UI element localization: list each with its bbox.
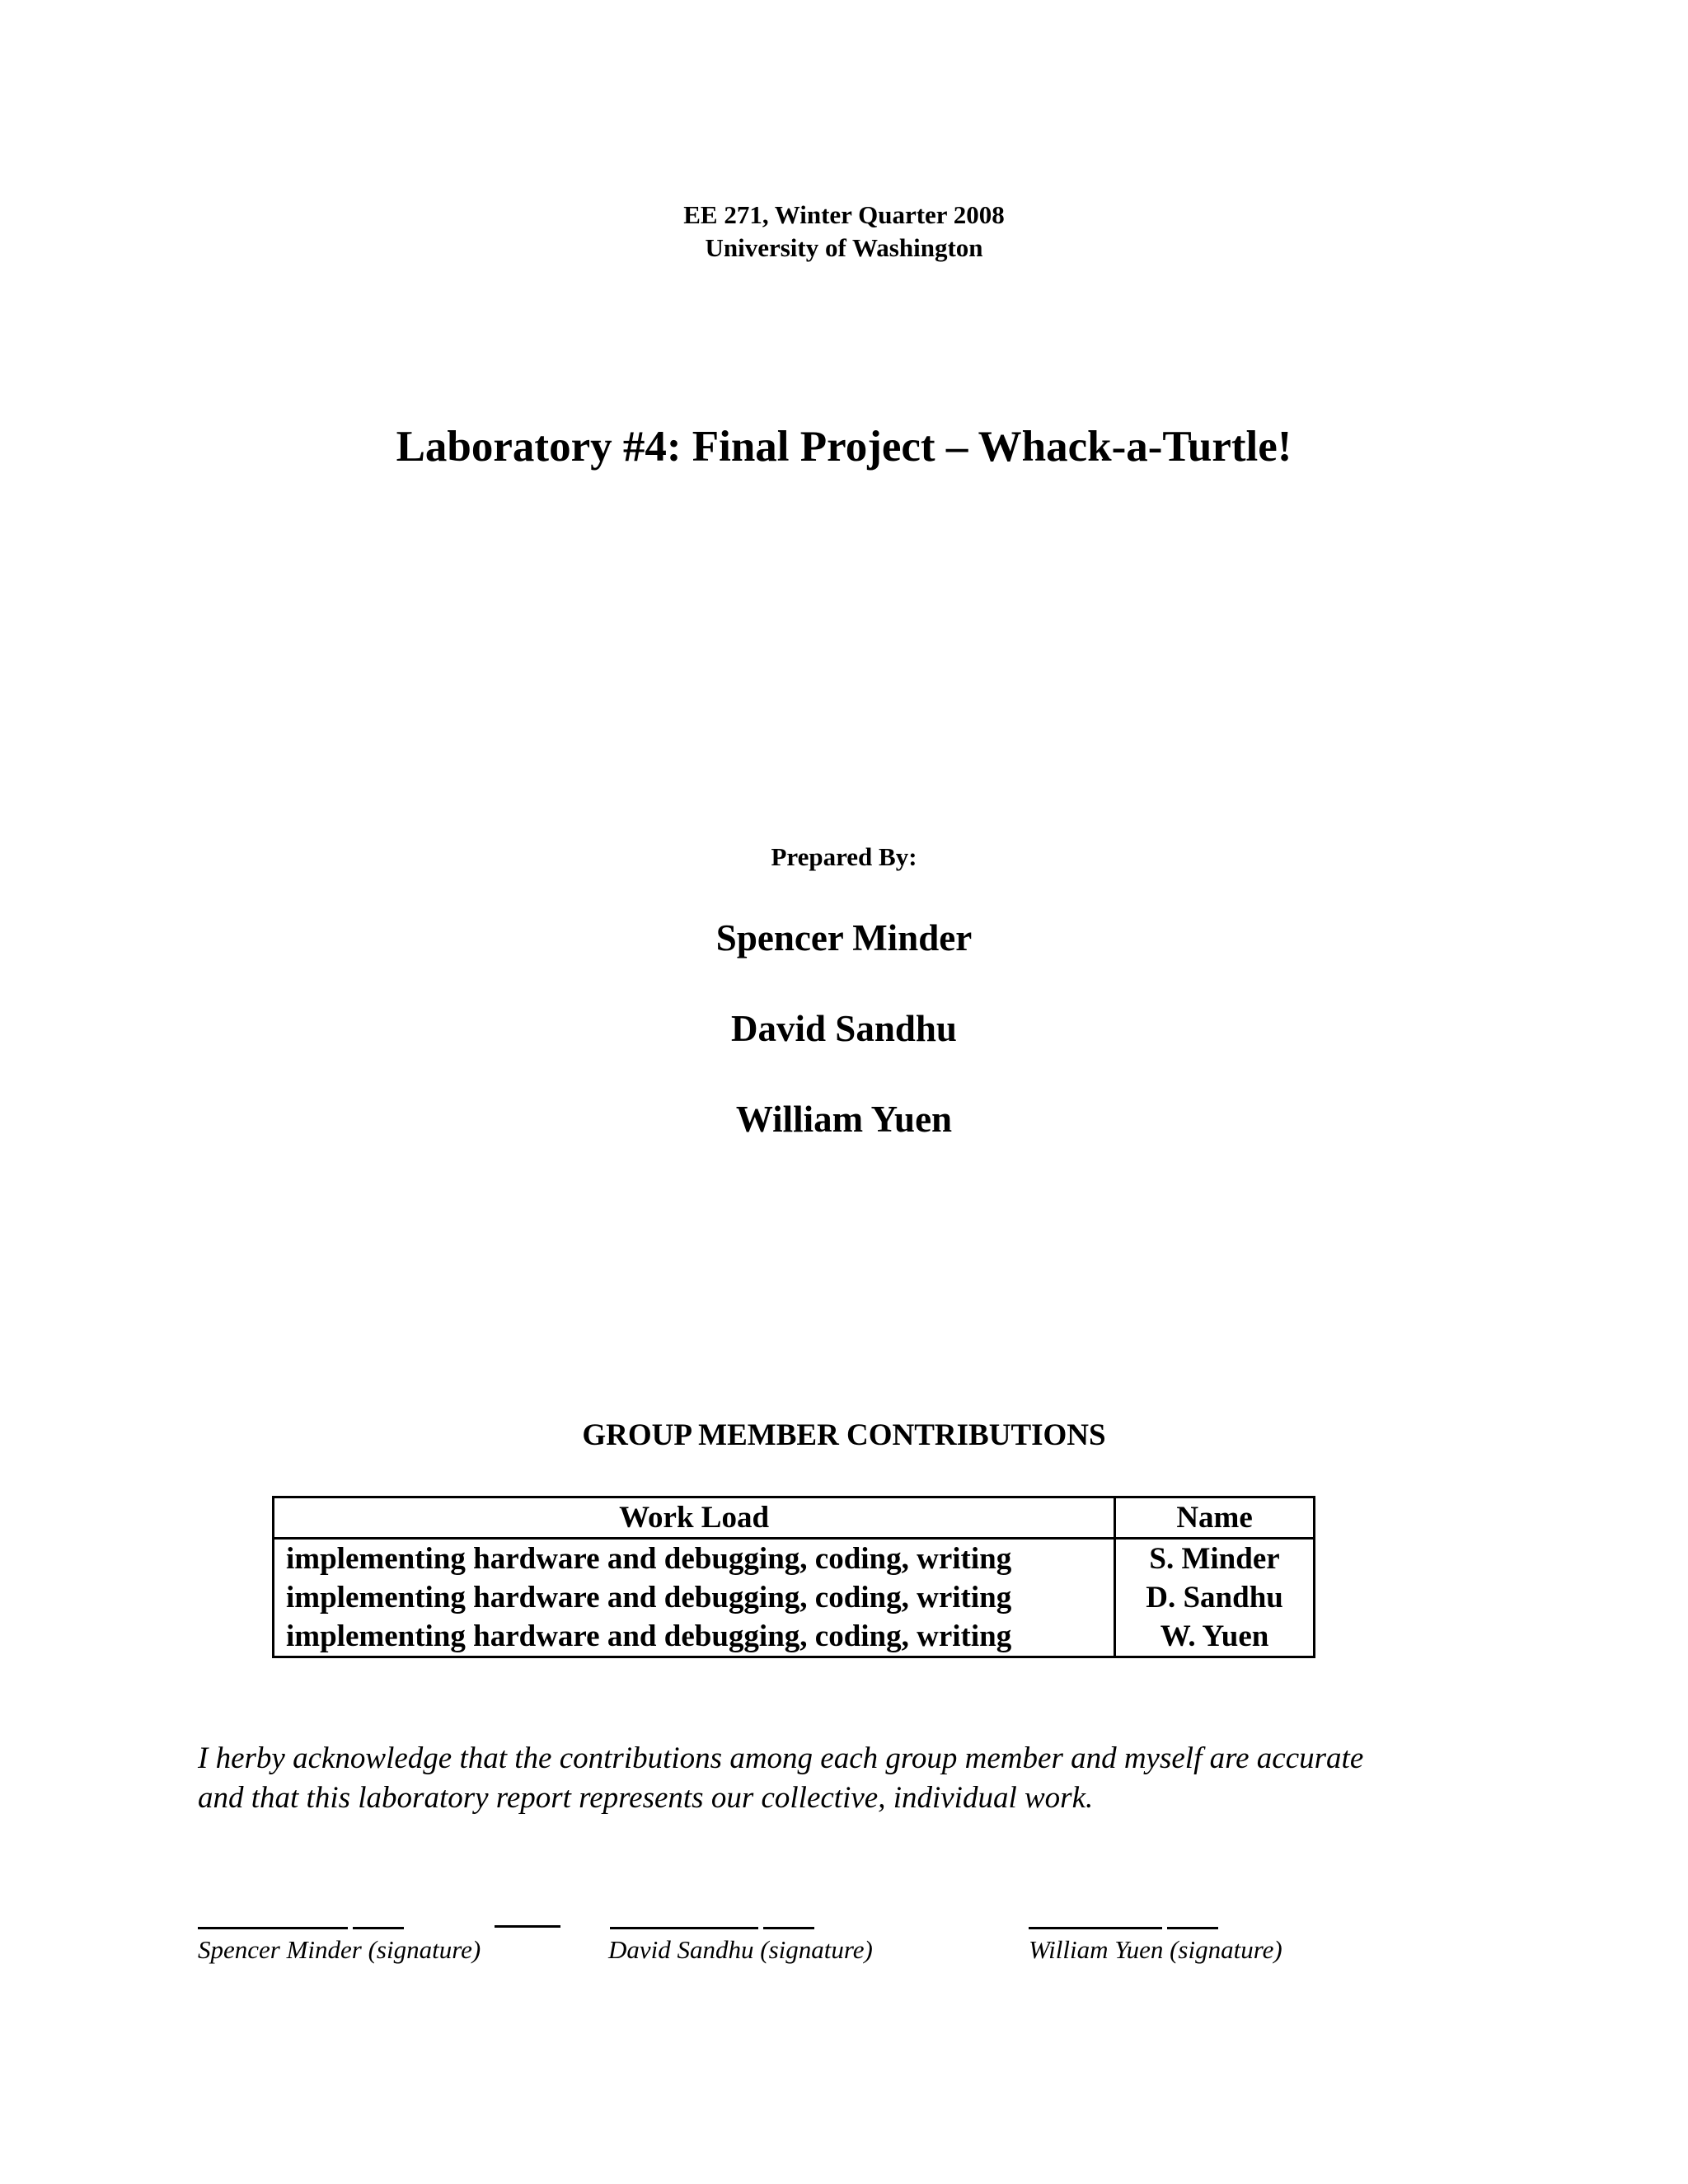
signature-line [1167, 1927, 1218, 1929]
university-line: University of Washington [705, 233, 983, 262]
acknowledgement-line: I herby acknowledge that the contributions among each group member and myself are accurate [198, 1741, 1364, 1775]
signature-label: Spencer Minder (signature) [198, 1935, 481, 1964]
column-header-name: Name [1115, 1497, 1315, 1539]
signature-label: William Yuen (signature) [1029, 1935, 1282, 1964]
course-line: EE 271, Winter Quarter 2008 [683, 200, 1005, 229]
signature-line [763, 1927, 814, 1929]
report-title: Laboratory #4: Final Project – Whack-a-Turtle! [396, 423, 1292, 471]
author-name: David Sandhu [731, 1008, 957, 1049]
signature-line [495, 1925, 560, 1928]
author-name: Spencer Minder [715, 917, 973, 958]
prepared-by-label: Prepared By: [771, 842, 917, 871]
contributions-table [272, 1496, 1315, 1658]
work-load-cell: implementing hardware and debugging, coding, writing [274, 1578, 1115, 1617]
signature-line [198, 1927, 348, 1929]
work-load-cell: implementing hardware and debugging, coding, writing [274, 1617, 1115, 1657]
member-name-cell: D. Sandhu [1115, 1578, 1315, 1617]
contributions-heading: GROUP MEMBER CONTRIBUTIONS [582, 1418, 1106, 1452]
member-name-cell: S. Minder [1115, 1539, 1315, 1579]
acknowledgement-statement [198, 1739, 1533, 1818]
author-name: William Yuen [735, 1099, 953, 1140]
table-row [274, 1617, 1315, 1657]
table-row [274, 1578, 1315, 1617]
signature-line [1029, 1927, 1162, 1929]
table-row [274, 1539, 1315, 1579]
work-load-cell: implementing hardware and debugging, coding, writing [274, 1539, 1115, 1579]
column-header-work-load: Work Load [274, 1497, 1115, 1539]
acknowledgement-line: and that this laboratory report represents our collective, individual work. [198, 1781, 1094, 1815]
signature-label: David Sandhu (signature) [608, 1935, 873, 1964]
signature-line [610, 1927, 758, 1929]
table-header-row [274, 1497, 1315, 1539]
member-name-cell: W. Yuen [1115, 1617, 1315, 1657]
signature-line [353, 1927, 404, 1929]
